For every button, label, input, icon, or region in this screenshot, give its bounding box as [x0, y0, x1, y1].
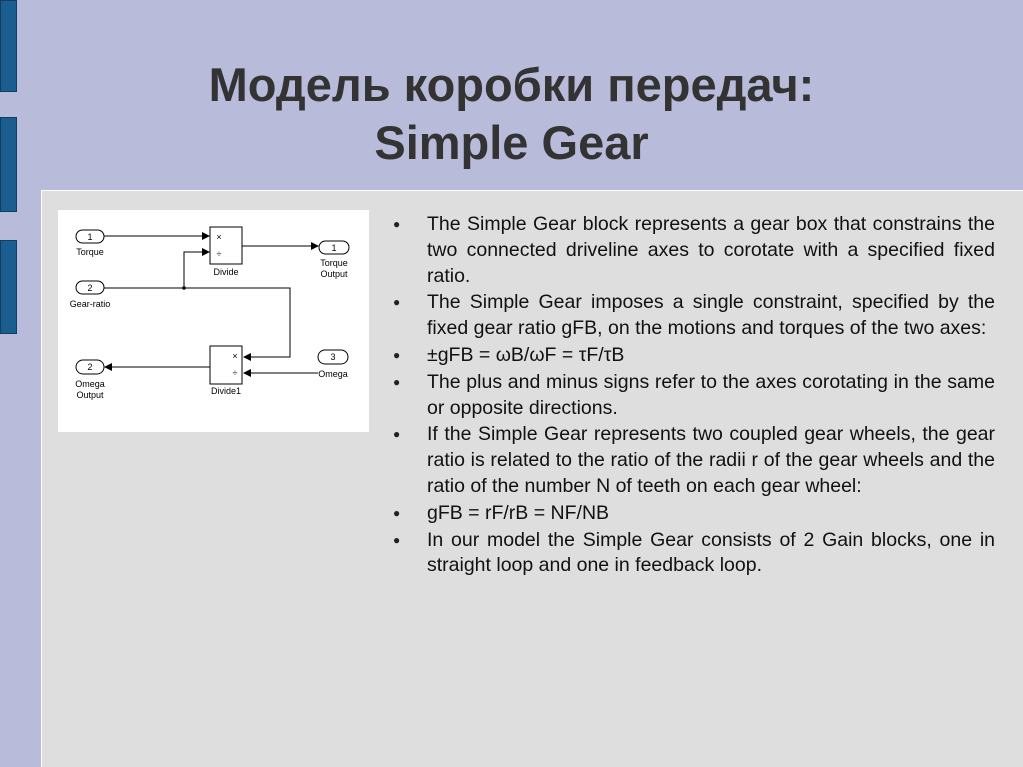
inport-gear-ratio-number: 2 — [87, 283, 93, 293]
slide-title-line-2: Simple Gear — [374, 116, 649, 169]
inport-gear-ratio — [70, 281, 111, 309]
divide1-block — [210, 346, 242, 396]
simulink-diagram-svg — [58, 210, 369, 432]
outport-torque-label-1: Torque — [320, 258, 348, 268]
inport-omega-number: 3 — [330, 352, 336, 362]
inport-omega-label: Omega — [318, 369, 348, 379]
outport-omega-label-1: Omega — [75, 379, 105, 389]
bullet-marker: ● — [393, 295, 401, 310]
bullet-list — [393, 212, 995, 580]
inport-omega — [318, 350, 348, 379]
bullet-marker: ● — [393, 374, 401, 389]
divide1-divide-symbol: ÷ — [232, 368, 238, 378]
bullet-text-5: If the Simple Gear represents two coupled gear wheels, the gear ratio is related to the ratio of the radii r of the gear wheels and the ratio of the number N of teeth on each gear wheel: — [427, 423, 995, 497]
bullet-text-6: gFB = rF/rB = NF/NB — [427, 501, 610, 524]
branch-point — [182, 286, 186, 290]
bullet-marker: ● — [393, 532, 401, 547]
inport-gear-ratio-label: Gear-ratio — [69, 299, 111, 309]
bullet-marker: ● — [393, 505, 401, 520]
divide-multiply-symbol: × — [216, 232, 222, 242]
bullet-item-6 — [393, 501, 995, 527]
inport-torque — [76, 230, 104, 257]
bullet-marker: ● — [393, 427, 401, 442]
divide-block-label: Divide — [213, 267, 239, 277]
bullet-item-3 — [393, 343, 995, 369]
slide-title — [0, 56, 1023, 172]
side-tab-3 — [0, 240, 17, 334]
bullet-item-4 — [393, 370, 995, 422]
outport-torque-number: 1 — [331, 243, 337, 253]
outport-omega-number: 2 — [87, 362, 93, 372]
bullet-marker: ● — [393, 347, 401, 362]
bullet-item-1 — [393, 212, 995, 289]
inport-torque-number: 1 — [87, 232, 93, 242]
inport-torque-label: Torque — [76, 247, 104, 257]
outport-omega-output — [75, 360, 105, 400]
bullet-text-7: In our model the Simple Gear consists of 2 Gain blocks, one in straight loop and one in feedback loop. — [427, 528, 995, 577]
bullet-text-3: ±gFB = ωB/ωF = τF/τB — [427, 343, 625, 366]
bullet-text-2: The Simple Gear imposes a single constraint, specified by the fixed gear ratio gFB, on the motions and torques of the two axes: — [427, 291, 995, 340]
bullet-item-7 — [393, 528, 995, 580]
bullet-marker: ● — [393, 217, 401, 231]
bullet-item-2 — [393, 290, 995, 342]
bullet-text-1: The Simple Gear block represents a gear box that constrains the two connected driveline axes to corotate with a specified fixed ratio. — [427, 213, 995, 287]
bullet-item-5 — [393, 422, 995, 499]
divide-divide-symbol: ÷ — [216, 249, 222, 259]
slide-title-line-1: Модель коробки передач: — [208, 58, 815, 111]
outport-omega-label-2: Output — [76, 390, 104, 400]
bullet-text-4: The plus and minus signs refer to the axes corotating in the same or opposite directions. — [427, 370, 995, 419]
simulink-diagram — [58, 210, 369, 432]
divide1-multiply-symbol: × — [232, 351, 238, 361]
divide1-block-label: Divide1 — [210, 386, 242, 396]
outport-torque-label-2: Output — [320, 269, 348, 279]
divide-block — [210, 227, 242, 277]
outport-torque-output — [319, 241, 349, 279]
